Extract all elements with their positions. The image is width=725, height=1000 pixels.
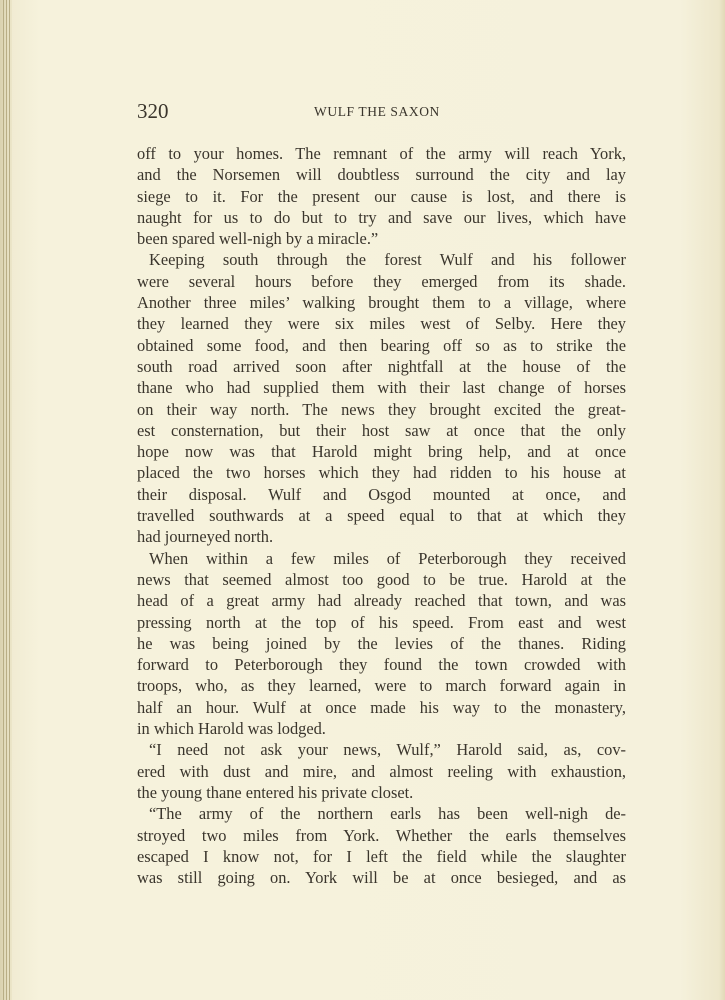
text-line: head of a great army had already reached that town, and was <box>137 591 626 611</box>
text-line: pressing north at the top of his speed. From east and west <box>137 612 626 632</box>
running-head <box>137 99 627 123</box>
binding-line <box>9 0 10 1000</box>
text-line: half an hour. Wulf at once made his way to the monastery, <box>137 697 626 717</box>
text-line: news that seemed almost too good to be true. Harold at the <box>137 569 626 589</box>
text-line: hope now was that Harold might bring help, and at once <box>137 442 626 462</box>
text-line: south road arrived soon after nightfall at the house of the <box>137 356 626 376</box>
text-line: and the Norsemen will doubtless surround the city and lay <box>137 165 626 185</box>
text-line: placed the two horses which they had ridden to his house at <box>137 463 626 483</box>
text-line: been spared well-nigh by a miracle.” <box>137 229 379 249</box>
text-line: When within a few miles of Peterborough they received <box>149 548 626 568</box>
text-line: obtained some food, and then bearing off so as to strike the <box>137 335 626 355</box>
text-line: stroyed two miles from York. Whether the earls themselves <box>137 825 626 845</box>
page-outer-edge <box>719 0 725 1000</box>
text-line: escaped I know not, for I left the field while the slaughter <box>137 846 626 866</box>
binding-line <box>3 0 4 1000</box>
text-line: their disposal. Wulf and Osgod mounted at once, and <box>137 484 626 504</box>
body-text <box>137 143 626 888</box>
text-line: on their way north. The news they brought excited the great- <box>137 399 626 419</box>
text-line: naught for us to do but to try and save our lives, which have <box>137 207 626 227</box>
page-binding-edge <box>0 0 12 1000</box>
text-line: the young thane entered his private closet. <box>137 782 414 802</box>
text-line: est consternation, but their host saw at once that the only <box>137 420 626 440</box>
text-line: Another three miles’ walking brought them to a village, where <box>137 293 626 313</box>
text-line: was still going on. York will be at once besieged, and as <box>137 868 626 888</box>
text-line: they learned they were six miles west of Selby. Here they <box>137 314 626 334</box>
text-line: had journeyed north. <box>137 527 274 547</box>
text-line: “The army of the northern earls has been well-nigh de- <box>149 804 626 824</box>
text-line: “I need not ask your news, Wulf,” Harold said, as, cov- <box>149 740 626 760</box>
text-line: were several hours before they emerged from its shade. <box>137 271 626 291</box>
text-line: he was being joined by the levies of the thanes. Riding <box>137 633 626 653</box>
text-line: forward to Peterborough they found the town crowded with <box>137 655 626 675</box>
text-line: troops, who, as they learned, were to march forward again in <box>137 676 626 696</box>
text-line: Keeping south through the forest Wulf and his follower <box>149 250 626 270</box>
book-title: WULF THE SAXON <box>314 104 440 119</box>
text-line: in which Harold was lodged. <box>137 719 326 739</box>
page-number: 320 <box>137 99 169 123</box>
binding-line <box>6 0 7 1000</box>
text-line: travelled southwards at a speed equal to that at which they <box>137 506 626 526</box>
text-line: off to your homes. The remnant of the army will reach York, <box>137 144 626 163</box>
text-line: ered with dust and mire, and almost reeling with exhaustion, <box>137 761 626 781</box>
text-line: thane who had supplied them with their last change of horses <box>137 378 626 398</box>
text-line: siege to it. For the present our cause is lost, and there is <box>137 186 626 206</box>
